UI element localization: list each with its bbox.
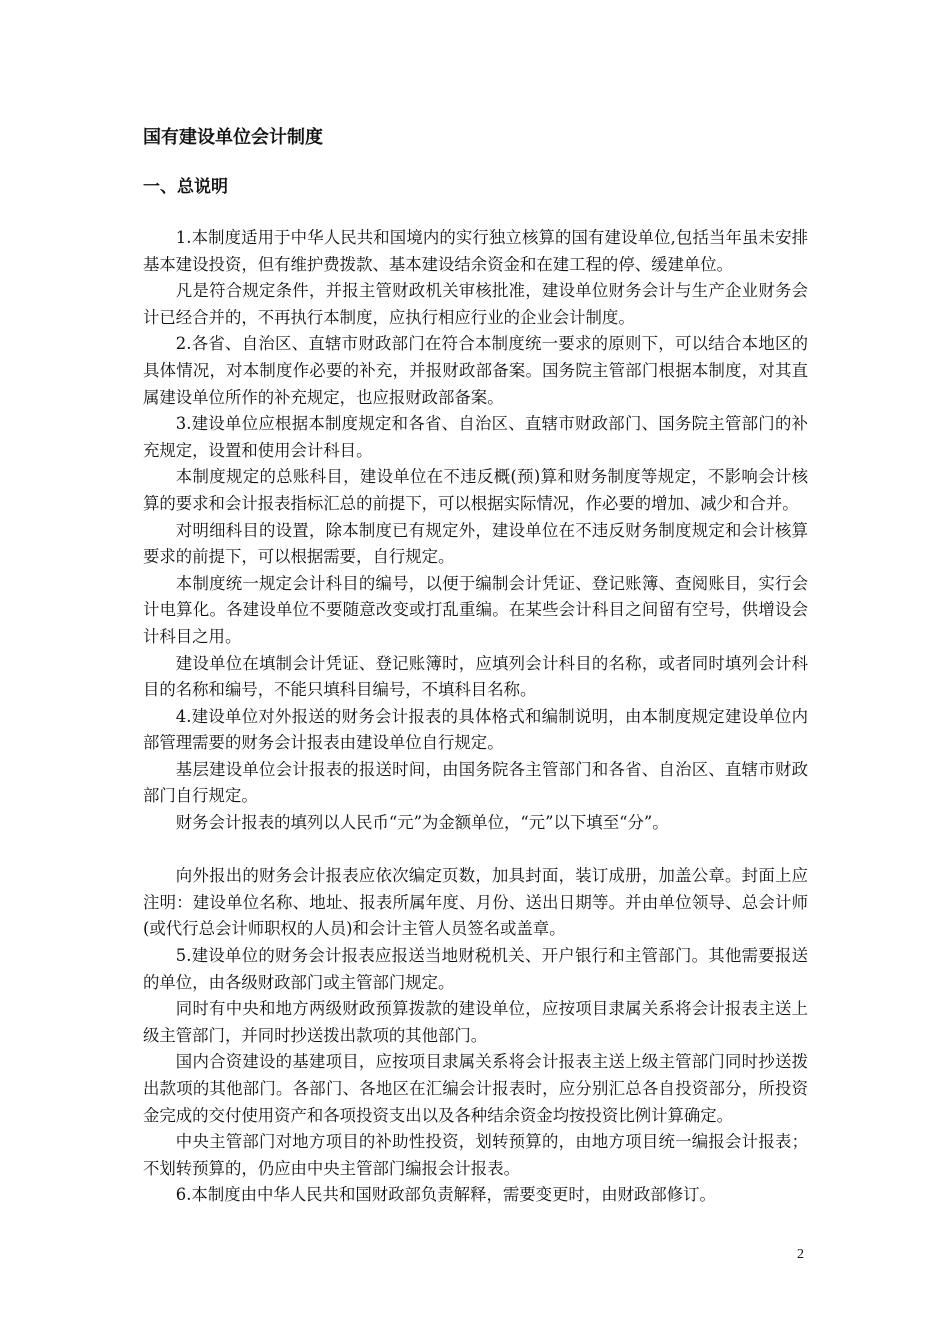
paragraph: 建设单位在填制会计凭证、登记账簿时，应填列会计科目的名称，或者同时填列会计科目的名称和编号，不能只填科目编号，不填科目名称。	[143, 653, 808, 700]
paragraph: 2.各省、自治区、直辖市财政部门在符合本制度统一要求的原则下，可以结合本地区的具体情况，对本制度作必要的补充，并报财政部备案。国务院主管部门根据本制度，对其直属建设单位所作的补充规定，也应报财政部备案。	[143, 334, 808, 407]
paragraph: 本制度规定的总账科目，建设单位在不违反概(预)算和财务制度等规定，不影响会计核算的要求和会计报表指标汇总的前提下，可以根据实际情况，作必要的增加、减少和合并。	[143, 467, 808, 513]
document-body	[143, 225, 808, 1209]
paragraph: 本制度统一规定会计科目的编号，以便于编制会计凭证、登记账簿、查阅账目，实行会计电算化。各建设单位不要随意改变或打乱重编。在某些会计科目之间留有空号，供增设会计科目之用。	[143, 573, 808, 646]
blank-line	[143, 837, 808, 864]
paragraph: 基层建设单位会计报表的报送时间，由国务院各主管部门和各省、自治区、直辖市财政部门自行规定。	[143, 759, 808, 806]
paragraph: 同时有中央和地方两级财政预算拨款的建设单位，应按项目隶属关系将会计报表主送上级主管部门，并同时抄送拨出款项的其他部门。	[143, 999, 808, 1045]
paragraph: 向外报出的财务会计报表应依次编定页数，加具封面，装订成册，加盖公章。封面上应注明：建设单位名称、地址、报表所属年度、月份、送出日期等。并由单位领导、总会计师(或代行总会计师职权的人员)和会计主管人员签名或盖章。	[143, 866, 808, 939]
document-title: 国有建设单位会计制度	[143, 127, 323, 148]
paragraph: 6.本制度由中华人民共和国财政部负责解释，需要变更时，由财政部修订。	[175, 1185, 716, 1205]
page-number: 2	[797, 1247, 804, 1262]
paragraph: 对明细科目的设置，除本制度已有规定外，建设单位在不违反财务制度规定和会计核算要求的前提下，可以根据需要，自行规定。	[143, 520, 808, 567]
paragraph: 国内合资建设的基建项目，应按项目隶属关系将会计报表主送上级主管部门同时抄送拨出款项的其他部门。各部门、各地区在汇编会计报表时，应分别汇总各自投资部分，所投资金完成的交付使用资产和各项投资支出以及各种结余资金均按投资比例计算确定。	[143, 1052, 808, 1125]
section-heading: 一、总说明	[143, 177, 228, 197]
paragraph: 凡是符合规定条件，并报主管财政机关审核批准，建设单位财务会计与生产企业财务会计已经合并的，不再执行本制度，应执行相应行业的企业会计制度。	[143, 281, 808, 327]
paragraph: 3.建设单位应根据本制度规定和各省、自治区、直辖市财政部门、国务院主管部门的补充规定，设置和使用会计科目。	[143, 414, 808, 460]
paragraph: 4.建设单位对外报送的财务会计报表的具体格式和编制说明，由本制度规定建设单位内部管理需要的财务会计报表由建设单位自行规定。	[143, 706, 808, 753]
paragraph: 财务会计报表的填列以人民币“元”为金额单位，“元”以下填至“分”。	[175, 813, 669, 833]
paragraph: 1.本制度适用于中华人民共和国境内的实行独立核算的国有建设单位,包括当年虽未安排基本建设投资，但有维护费拨款、基本建设结余资金和在建工程的停、缓建单位。	[143, 228, 808, 274]
paragraph: 5.建设单位的财务会计报表应报送当地财税机关、开户银行和主管部门。其他需要报送的单位，由各级财政部门或主管部门规定。	[143, 946, 808, 992]
paragraph: 中央主管部门对地方项目的补助性投资，划转预算的，由地方项目统一编报会计报表；不划转预算的，仍应由中央主管部门编报会计报表。	[143, 1132, 808, 1178]
